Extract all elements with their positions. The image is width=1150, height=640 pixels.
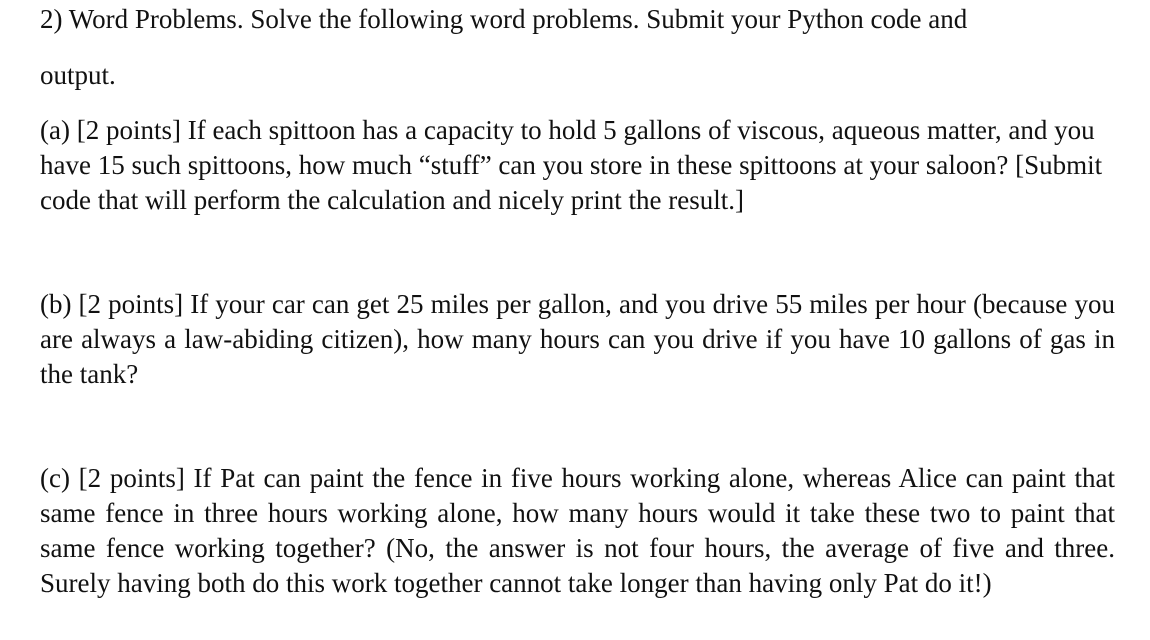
problem-c-text: (c) [2 points] If Pat can paint the fence in five hours working alone, whereas Alice can paint that same fence in three hours working alone, how many hours would it take these two to paint that same fence working together? (No, the answer is not four hours, the average of five and three. Surely having both do this work together cannot take longer than having only Pat do it!) <box>40 463 1115 598</box>
section-heading: 2) Word Problems. Solve the following word problems. Submit your Python code and <box>40 4 968 34</box>
problem-a-text: (a) [2 points] If each spittoon has a capacity to hold 5 gallons of viscous, aqueous matter, and you have 15 such spittoons, how much “stuff” can you store in these spittoons at your saloon? [Submit code that will perform the calculation and nicely print the result.] <box>40 115 1103 215</box>
problem-b-text: (b) [2 points] If your car can get 25 miles per gallon, and you drive 55 miles per hour (because you are always a law-abiding citizen), how many hours can you drive if you have 10 gallons of gas in the tank? <box>40 289 1115 389</box>
section-heading-continuation: output. <box>40 60 116 90</box>
